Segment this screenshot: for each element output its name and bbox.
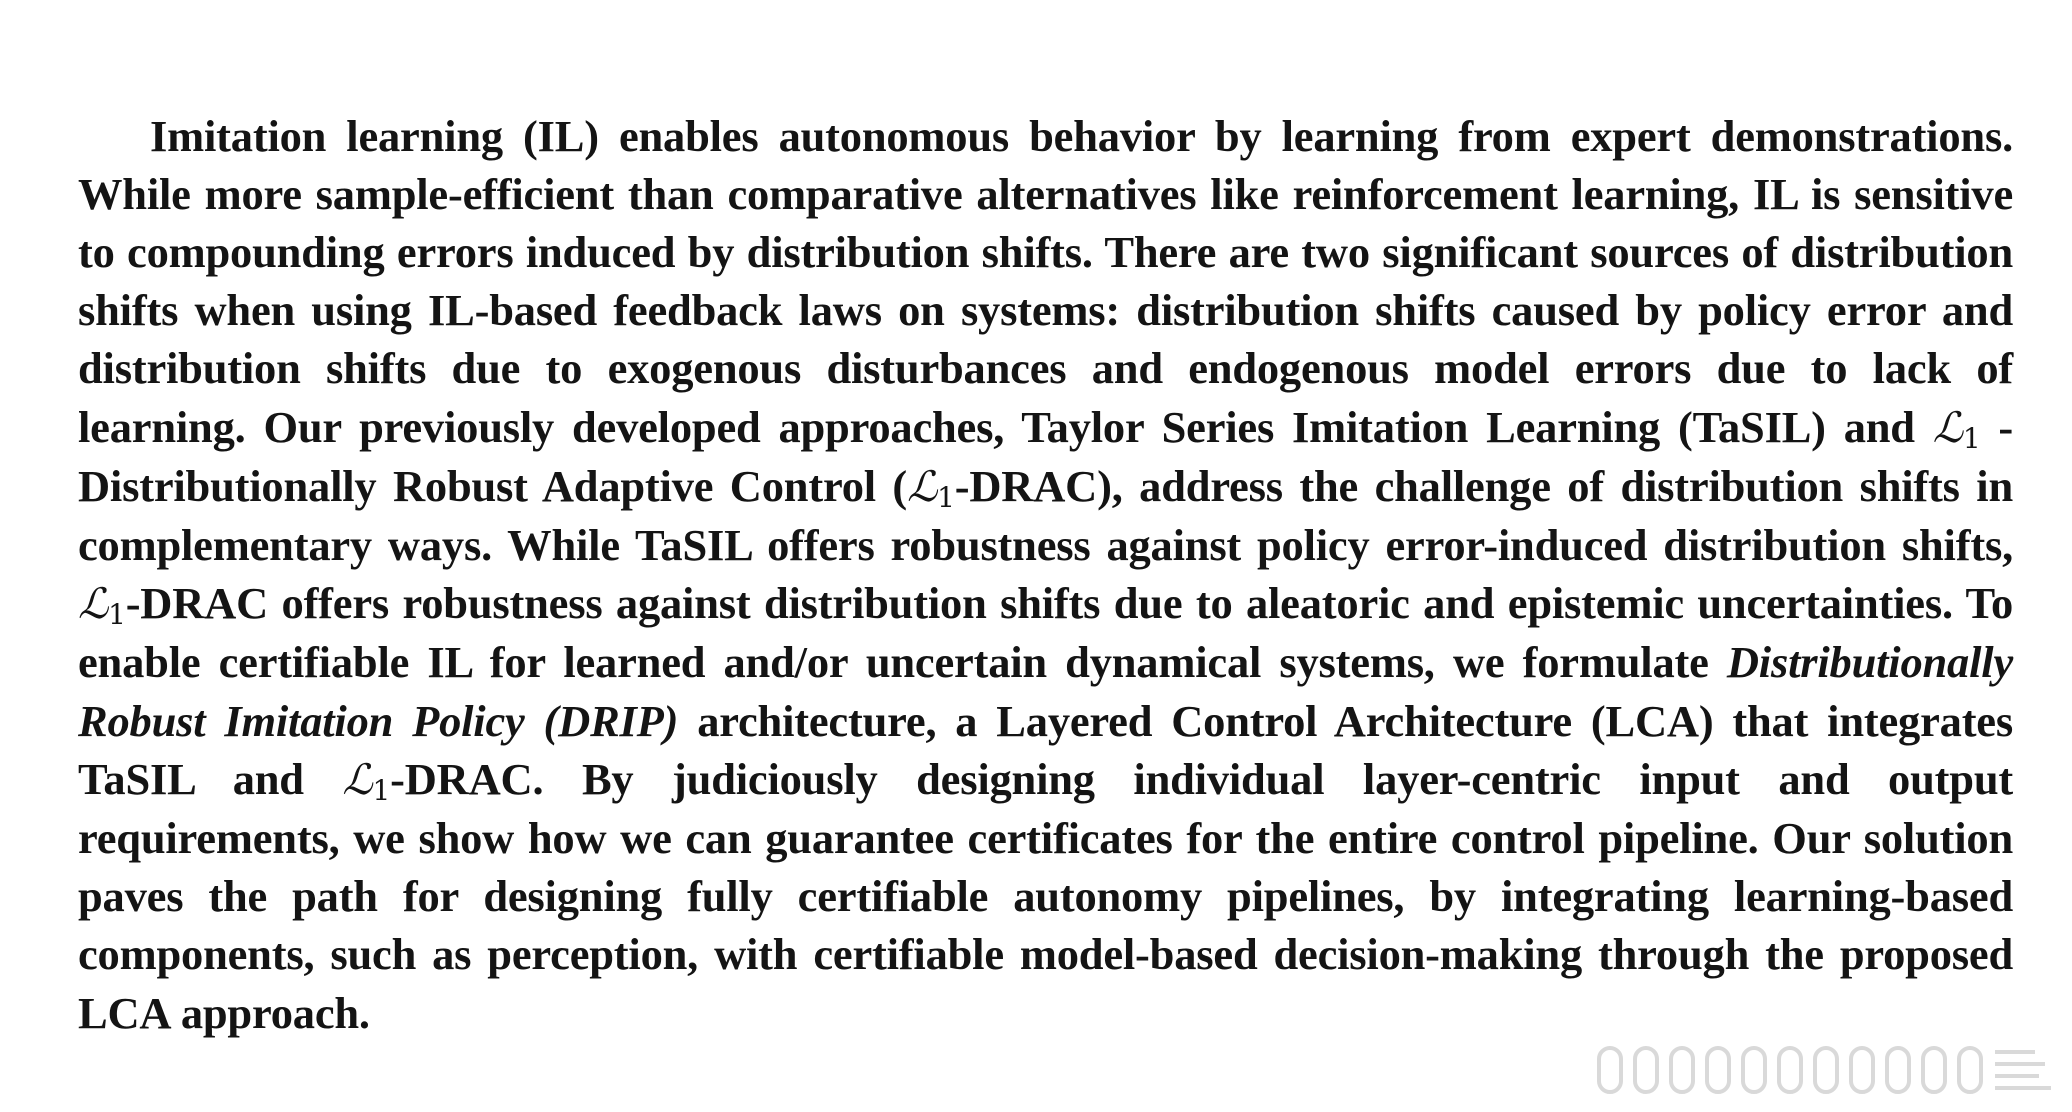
l1-symbol — [342, 754, 391, 807]
l1-symbol — [78, 579, 126, 632]
abstract-text-3: -DRAC), address the challenge of distribution shifts in complementary ways. While TaSIL offers robustness against policy error-induced distribution shifts, — [78, 460, 2013, 570]
l1-subscript: 1 — [937, 480, 955, 514]
l1-subscript: 1 — [372, 773, 391, 807]
l1-script-letter: ℒ — [907, 461, 938, 511]
drip-architecture-name: Distributionally Robust Imitation Policy (DRIP) — [78, 637, 2013, 746]
weibo-watermark-icon — [1585, 1042, 2065, 1098]
abstract-text-1: Imitation learning (IL) enables autonomous behavior by learning from expert demonstrations. While more sample-efficient than comparative alternatives like reinforcement learning, IL is sensitive to compounding errors induced by distribution shifts. There are two significant sources of distribution shifts when using IL-based feedback laws on systems: distribution shifts caused by policy error and distribution shifts due to exogenous disturbances and endogenous model errors due to lack of learning. Our previously developed approaches, Taylor Series Imitation Learning (TaSIL) and — [78, 110, 2013, 452]
l1-subscript: 1 — [1962, 421, 1981, 455]
abstract-text-2: -Distributionally Robust Adaptive Control ( — [78, 401, 2013, 511]
abstract-text-5: architecture, a Layered Control Architecture (LCA) that integrates TaSIL and — [78, 695, 2013, 804]
abstract-text-6: -DRAC. By judiciously designing individual layer-centric input and output requirements, we show how we can guarantee certificates for the entire control pipeline. Our solution paves the path for designing fully certifiable autonomy pipelines, by integrating learning-based components, such as perception, with certifiable model-based decision-making through the proposed LCA approach. — [78, 753, 2013, 1038]
l1-symbol — [1932, 402, 1981, 455]
l1-script-letter: ℒ — [342, 754, 373, 804]
abstract-paragraph — [78, 107, 2013, 1042]
l1-subscript: 1 — [108, 598, 126, 632]
l1-script-letter: ℒ — [1932, 402, 1963, 452]
l1-symbol — [907, 461, 955, 514]
l1-script-letter: ℒ — [78, 579, 109, 629]
abstract-text-4: -DRAC offers robustness against distribution shifts due to aleatoric and epistemic uncertainties. To enable certifiable IL for learned and/or uncertain dynamical systems, we formulate — [78, 578, 2013, 688]
